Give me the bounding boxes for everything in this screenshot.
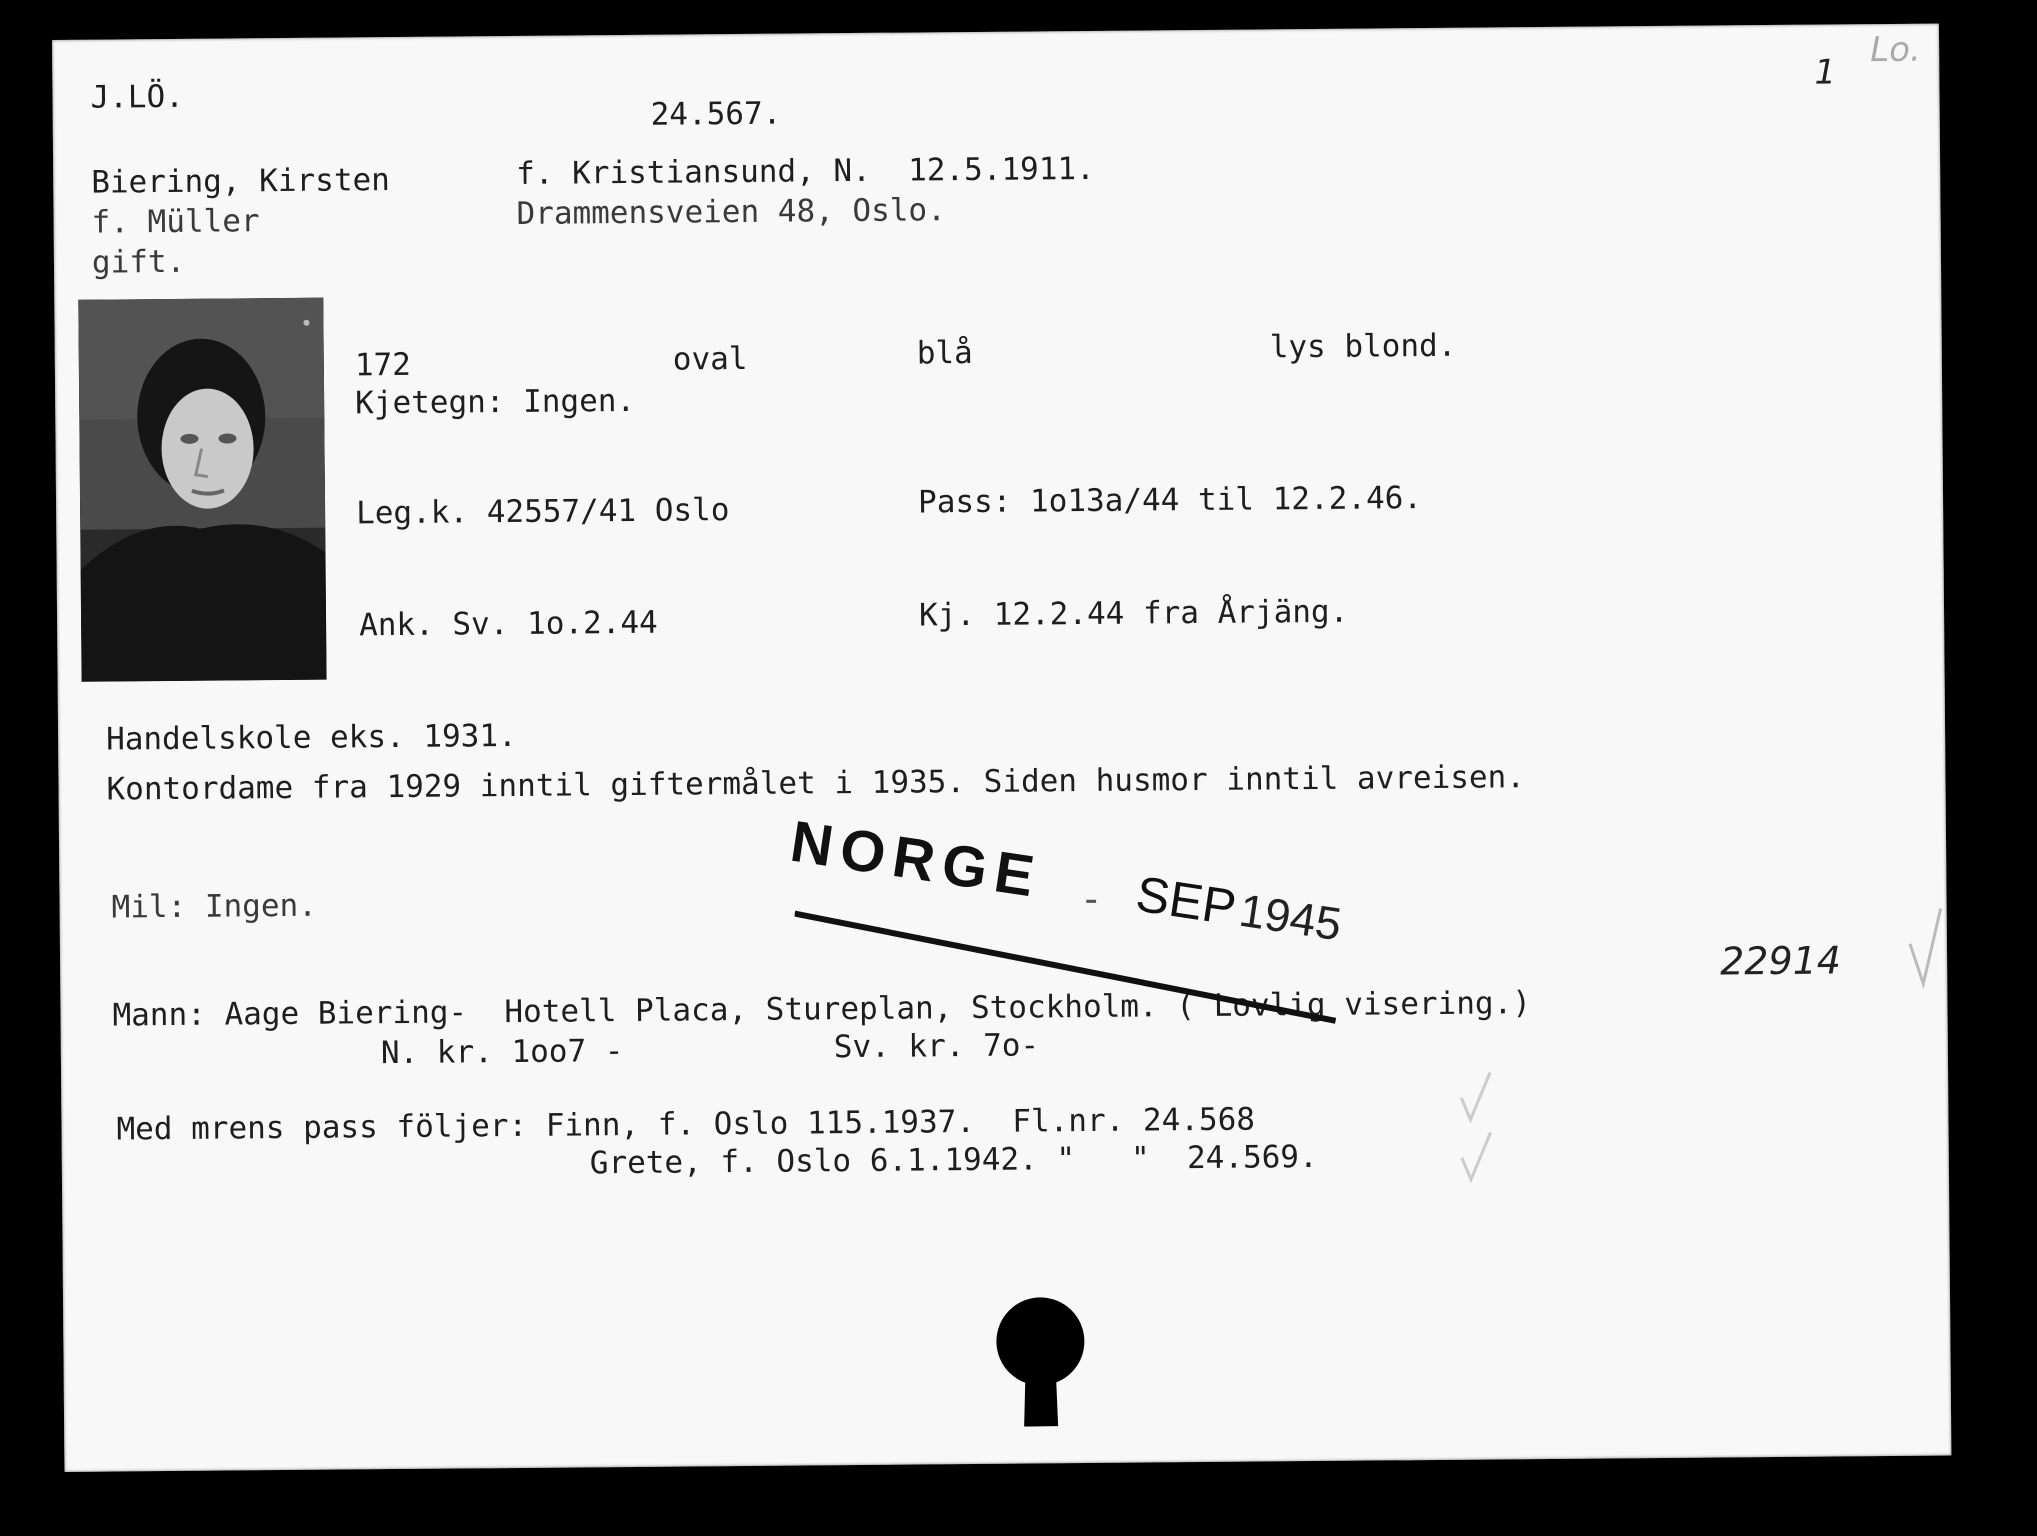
stamp-dash: - xyxy=(1084,876,1099,922)
stamp-underline xyxy=(794,798,1421,1066)
work-history: Kontordame fra 1929 inntil giftermålet i 1935. Siden husmor inntil avreisen. xyxy=(106,759,1526,808)
file-number: 24.567. xyxy=(650,95,782,133)
stamp-month: SEP xyxy=(1132,865,1240,936)
person-name: Biering, Kirsten xyxy=(91,162,391,201)
address: Drammensveien 48, Oslo. xyxy=(516,192,946,232)
face-shape: oval xyxy=(672,340,748,378)
education: Handelskole eks. 1931. xyxy=(105,717,517,758)
portrait-photo xyxy=(78,298,326,682)
hair-color: lys blond. xyxy=(1269,327,1457,366)
norwegian-kroner: N. kr. 1oo7 - xyxy=(380,1033,624,1072)
check-mark-1 xyxy=(1905,904,1946,994)
check-mark-2 xyxy=(1456,1067,1497,1127)
header-code: J.LÖ. xyxy=(90,78,184,116)
eye-color: blå xyxy=(916,334,973,372)
registration-card xyxy=(52,24,1951,1472)
distinguishing-marks: Kjetegn: Ingen. xyxy=(355,382,636,422)
stamp-country: NORGE xyxy=(786,808,1046,911)
height: 172 xyxy=(354,346,412,384)
norge-date-stamp xyxy=(786,798,1421,1066)
came-from: Kj. 12.2.44 fra Årjäng. xyxy=(918,593,1349,634)
corner-mark-2: Lo. xyxy=(1869,29,1921,71)
children-line-1: Med mrens pass följer: Finn, f. Oslo 115.1937. Fl.nr. 24.568 xyxy=(116,1101,1256,1148)
legitimation-card: Leg.k. 42557/41 Oslo xyxy=(355,492,730,532)
passport-info: Pass: 1o13a/44 til 12.2.46. xyxy=(917,480,1423,521)
arrival-sweden: Ank. Sv. 1o.2.44 xyxy=(358,604,658,644)
swedish-kroner: Sv. kr. 7o- xyxy=(833,1027,1040,1066)
children-line-2: Grete, f. Oslo 6.1.1942. " " 24.569. xyxy=(589,1138,1318,1182)
husband-info: Mann: Aage Biering- Hotell Placa, Stureplan, Stockholm. ( Lovlig visering.) xyxy=(112,985,1532,1034)
filing-hole xyxy=(995,1296,1086,1427)
marital-status: gift. xyxy=(91,243,186,281)
stamp-year: 1945 xyxy=(1235,883,1345,951)
check-mark-3 xyxy=(1457,1127,1498,1187)
corner-mark: 1 xyxy=(1814,52,1837,93)
birth-info: f. Kristiansund, N. 12.5.1911. xyxy=(516,150,1095,192)
maiden-name: f. Müller xyxy=(91,203,260,241)
handwritten-number: 22914 xyxy=(1719,938,1842,984)
military: Mil: Ingen. xyxy=(111,887,318,926)
